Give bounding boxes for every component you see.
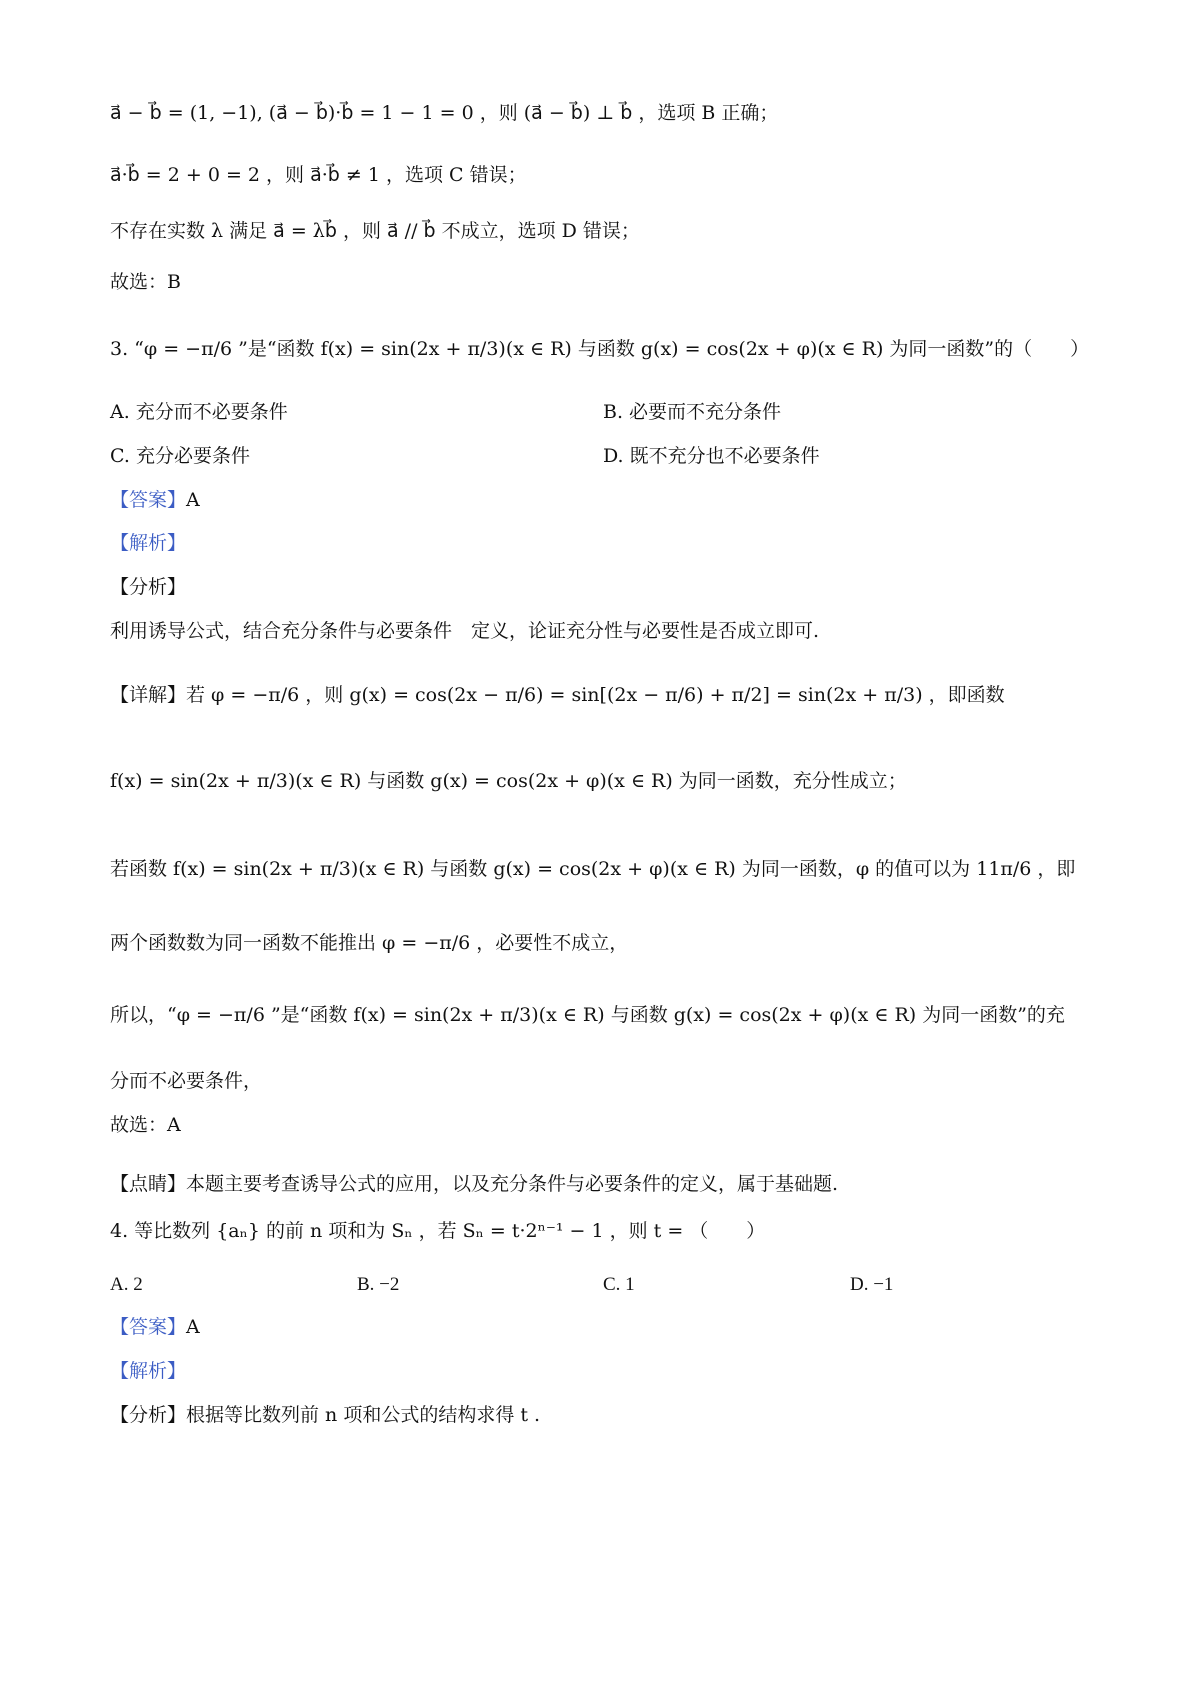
- answer-value: A: [186, 1316, 200, 1338]
- q3-option-d: D. 既不充分也不必要条件: [603, 445, 820, 467]
- q3-dianjing: 【点睛】本题主要考查诱导公式的应用，以及充分条件与必要条件的定义，属于基础题.: [110, 1173, 839, 1195]
- q3-xiangjie-2: f(x) = sin(2x + π/3)(x ∈ R) 与函数 g(x) = cos(2x + φ)(x ∈ R) 为同一函数，充分性成立；: [110, 770, 907, 792]
- q3-xiangjie-1: [110, 686, 1005, 705]
- q3-fenxi-tag: 【分析】: [110, 576, 187, 598]
- question-4: 4. 等比数列 {aₙ} 的前 n 项和为 Sₙ ，若 Sₙ = t·2ⁿ⁻¹ − 1 ，则 t = （ ）: [110, 1220, 766, 1242]
- q3-xiangjie-4: 两个函数数为同一函数不能推出 φ = −π/6 ，必要性不成立，: [110, 932, 629, 954]
- q4-jiexi-tag: 【解析】: [110, 1360, 187, 1382]
- q4-fenxi: 【分析】根据等比数列前 n 项和公式的结构求得 t .: [110, 1404, 541, 1426]
- answer-tag: 【答案】: [110, 489, 187, 511]
- answer-value: A: [186, 489, 200, 511]
- vector-line-b: a⃗ − b⃗ = (1, −1), (a⃗ − b⃗)·b⃗ = 1 − 1 = 0 ，则 (a⃗ − b⃗) ⊥ b⃗ ，选项 B 正确；: [110, 102, 779, 124]
- q3-option-a: A. 充分而不必要条件: [110, 401, 288, 423]
- q4-answer: [110, 1318, 200, 1337]
- q4-option-a: A. 2: [110, 1274, 143, 1295]
- answer-choice-2: 故选：B: [110, 271, 181, 293]
- q3-answer: [110, 491, 200, 510]
- q3-option-c: C. 充分必要条件: [110, 445, 250, 467]
- question-3: 3. “φ = −π/6 ”是“函数 f(x) = sin(2x + π/3)(x ∈ R) 与函数 g(x) = cos(2x + φ)(x ∈ R) 为同一函数”的（ ）: [110, 338, 1090, 360]
- q3-xiangjie-6: 分而不必要条件，: [110, 1070, 263, 1092]
- q3-xiangjie-3: 若函数 f(x) = sin(2x + π/3)(x ∈ R) 与函数 g(x) = cos(2x + φ)(x ∈ R) 为同一函数，φ 的值可以为 11π/6 ，即: [110, 858, 1076, 880]
- q4-option-d: D. −1: [850, 1274, 894, 1295]
- xiangjie-tag: 【详解】: [110, 684, 187, 706]
- q3-xiangjie-5: 所以，“φ = −π/6 ”是“函数 f(x) = sin(2x + π/3)(x ∈ R) 与函数 g(x) = cos(2x + φ)(x ∈ R) 为同一函数”的充: [110, 1004, 1065, 1026]
- q3-xiangjie-7: 故选：A: [110, 1114, 181, 1136]
- q3-fenxi-text: 利用诱导公式，结合充分条件与必要条件 定义，论证充分性与必要性是否成立即可.: [110, 620, 820, 642]
- q3-jiexi-tag: 【解析】: [110, 532, 187, 554]
- q4-option-c: C. 1: [603, 1274, 635, 1295]
- q3-option-b: B. 必要而不充分条件: [603, 401, 782, 423]
- xiangjie-line-1: 若 φ = −π/6 ，则 g(x) = cos(2x − π/6) = sin[(2x − π/6) + π/2] = sin(2x + π/3) ，即函数: [186, 684, 1005, 706]
- answer-tag: 【答案】: [110, 1316, 187, 1338]
- vector-line-c: a⃗·b⃗ = 2 + 0 = 2 ，则 a⃗·b⃗ ≠ 1 ，选项 C 错误；: [110, 164, 527, 186]
- vector-line-d: 不存在实数 λ 满足 a⃗ = λb⃗ ，则 a⃗ // b⃗ 不成立，选项 D 错误；: [110, 220, 640, 242]
- q4-option-b: B. −2: [357, 1274, 400, 1295]
